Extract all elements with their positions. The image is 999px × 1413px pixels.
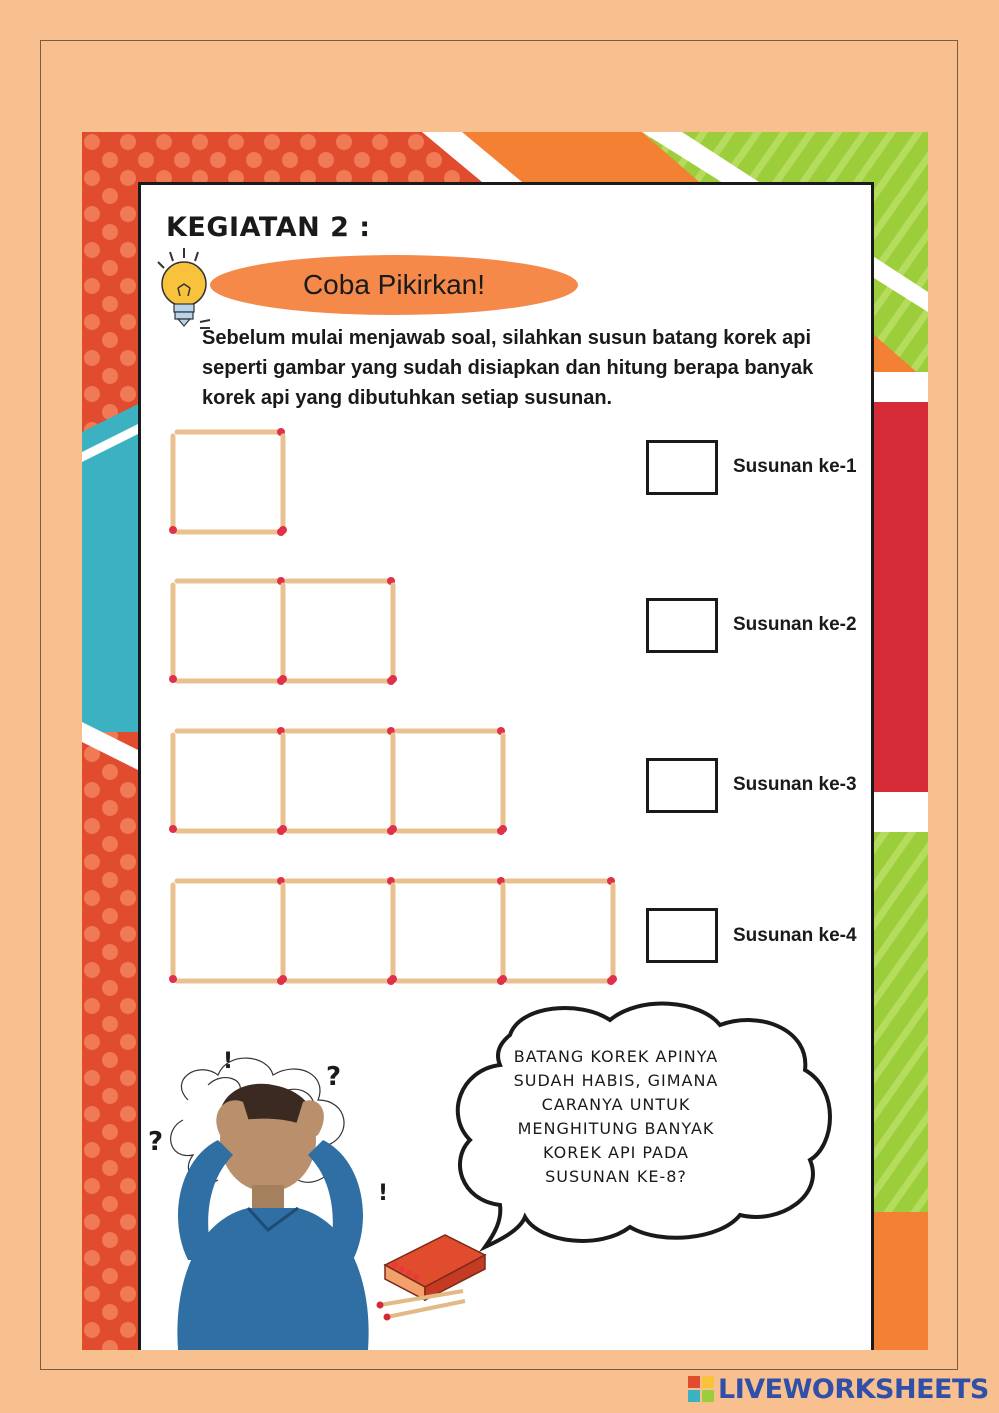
speech-line: CARANYA UNTUK bbox=[541, 1095, 691, 1114]
match-head bbox=[169, 526, 177, 534]
speech-line: SUSUNAN KE-8? bbox=[545, 1167, 687, 1186]
match-head bbox=[499, 825, 507, 833]
speech-line: BATANG KOREK APINYA bbox=[513, 1047, 719, 1066]
answer-box-2[interactable] bbox=[646, 598, 718, 653]
arrangement-label-4: Susunan ke-4 bbox=[733, 925, 857, 946]
liveworksheets-icon bbox=[688, 1376, 714, 1402]
activity-title: KEGIATAN 2 : bbox=[166, 212, 371, 243]
match-head bbox=[609, 975, 617, 983]
svg-text:?: ? bbox=[148, 1127, 164, 1157]
speech-line: KOREK API PADA bbox=[543, 1143, 689, 1162]
match-head bbox=[499, 975, 507, 983]
match-head bbox=[389, 675, 397, 683]
match-head bbox=[169, 675, 177, 683]
instructions-text: Sebelum mulai menjawab soal, silahkan susun batang korek api seperti gambar yang sudah disiapkan dan hitung berapa banyak korek api yang dibutuhkan setiap susunan. bbox=[202, 327, 814, 409]
arrangement-label-1: Susunan ke-1 bbox=[733, 456, 857, 477]
match-head bbox=[279, 526, 287, 534]
speech-bubble-text bbox=[508, 1045, 724, 1189]
match-head bbox=[169, 825, 177, 833]
match-head bbox=[279, 975, 287, 983]
speech-line: SUDAH HABIS, GIMANA bbox=[513, 1071, 719, 1090]
subtitle-text: Coba Pikirkan! bbox=[302, 269, 486, 300]
matchbox-illustration bbox=[375, 1225, 495, 1335]
svg-text:!: ! bbox=[378, 1181, 389, 1206]
svg-text:?: ? bbox=[326, 1062, 342, 1092]
logo-text: LIVEWORKSHEETS bbox=[718, 1373, 989, 1405]
arrangement-label-3: Susunan ke-3 bbox=[733, 774, 857, 795]
liveworksheets-logo bbox=[688, 1372, 989, 1406]
svg-text:!: ! bbox=[223, 1049, 234, 1074]
speech-line: MENGHITUNG BANYAK bbox=[517, 1119, 715, 1138]
match-head bbox=[279, 675, 287, 683]
answer-box-1[interactable] bbox=[646, 440, 718, 495]
arrangement-label-2: Susunan ke-2 bbox=[733, 614, 857, 635]
match-head bbox=[389, 825, 397, 833]
match-head bbox=[169, 975, 177, 983]
answer-box-3[interactable] bbox=[646, 758, 718, 813]
answer-box-4[interactable] bbox=[646, 908, 718, 963]
match-head bbox=[279, 825, 287, 833]
match-head bbox=[389, 975, 397, 983]
